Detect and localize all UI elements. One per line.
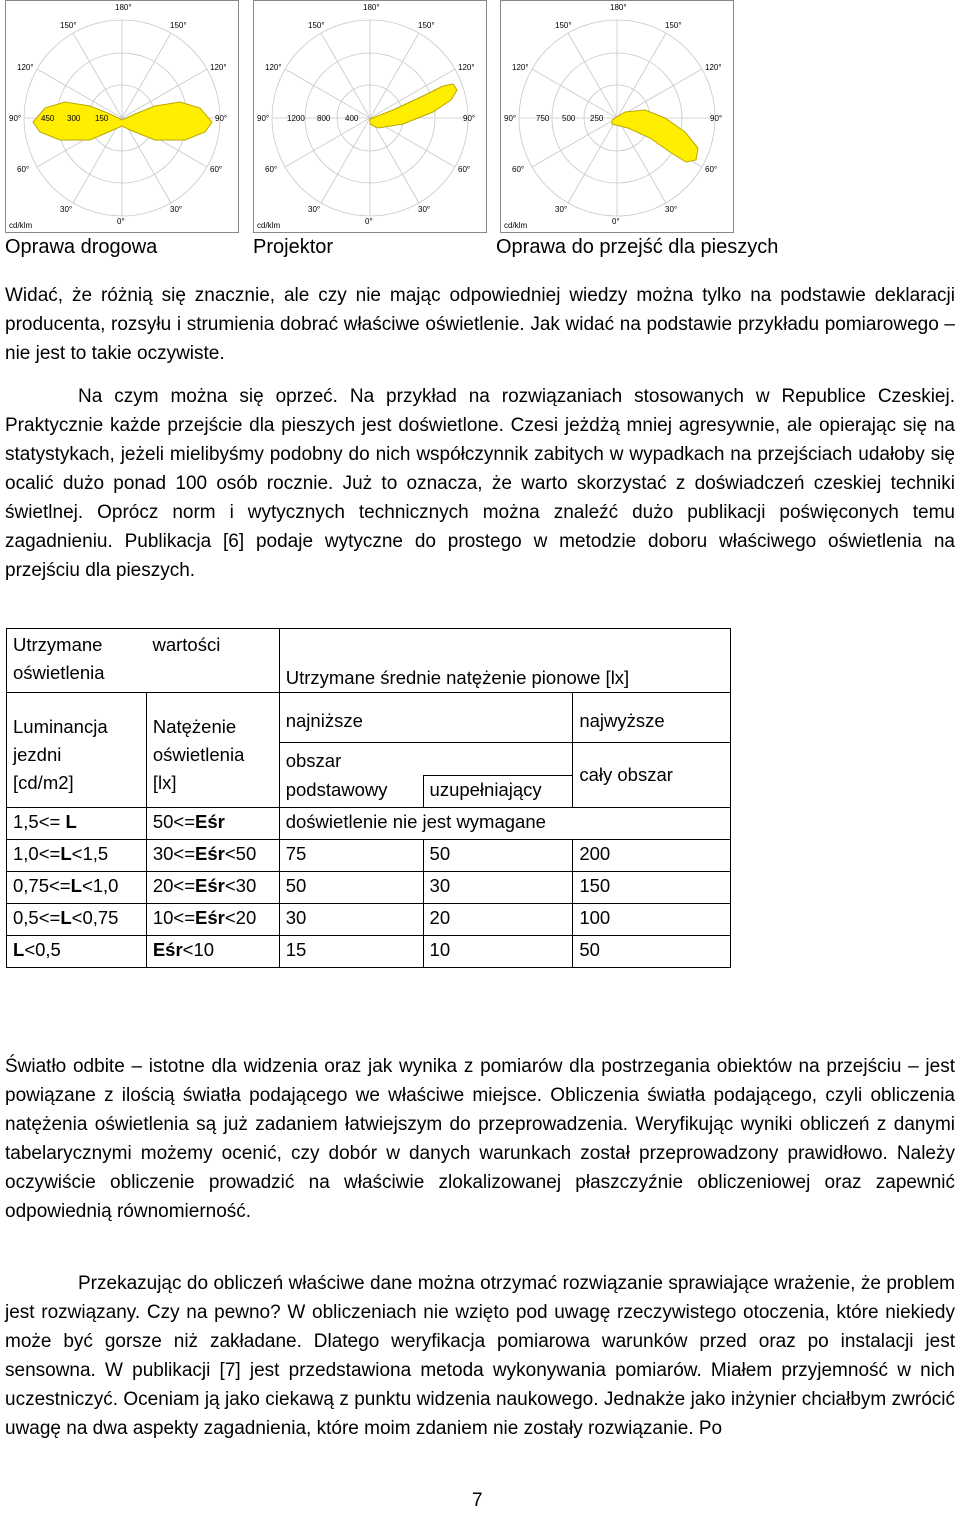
paragraph-4: Przekazując do obliczeń właściwe dane można otrzymać rozwiązanie sprawiające wrażenie, że problem jest rozwiązany. Czy na pewno? W obliczeniach nie wzięto pod uwagę rzeczywistego otoczenia, które niekiedy może być gorsze niż zakładane. Dlatego weryfikacja pomiarowa warunków przed oraz po instalacji jest sensowna. W publikacji [7] jest przedstawiona metoda wykonywania pomiarów. Miałem przyjemność w nich uczestniczyć. Oceniam ją jako ciekawą z punktu widzenia naukowego. Jednakże jako inżynier chciałbym zwrócić uwagę na dwa aspekty zagadnienia, które moim zdaniem nie zostały rozwiązanie. Po [5,1273,955,1439]
svg-text:120°: 120° [705,63,722,72]
svg-text:250: 250 [590,114,604,123]
svg-text:30°: 30° [665,205,678,214]
cell-illuminance: Eśr<10 [146,936,279,968]
table-row [7,840,731,872]
caption-street-luminaire: Oprawa drogowa [5,236,158,258]
cell-supplementary: 10 [423,936,573,968]
paragraph-1: Widać, że różnią się znacznie, ale czy nie mając odpowiedniej wiedzy można tylko na podstawie deklaracji producenta, rozsyłu i strumienia dobrać właściwe oświetlenie. Jak widać na podstawie przykładu pomiarowego – nie jest to takie oczywiste. [5,285,955,364]
polar-diagram-street-luminaire [5,0,239,233]
header-supplementary: uzupełniający [423,776,573,808]
svg-text:800: 800 [317,114,331,123]
svg-text:60°: 60° [210,165,223,174]
svg-text:150: 150 [95,114,109,123]
svg-text:180°: 180° [363,3,380,12]
svg-text:150°: 150° [555,21,572,30]
polar-diagram-crossing-luminaire [500,0,734,233]
cell-whole: 50 [573,936,731,968]
svg-text:cd/klm: cd/klm [257,221,281,230]
header-nat-line1: Natężenie [152,716,237,737]
cell-illuminance: 20<=Eśr<30 [146,872,279,904]
svg-text:90°: 90° [9,114,22,123]
header-luminance [7,693,147,808]
header-lum-line2: jezdni [13,744,62,765]
header-utrzymane: Utrzymane [13,634,103,655]
cell-basic: 15 [279,936,423,968]
svg-text:cd/klm: cd/klm [504,221,528,230]
cell-not-required: doświetlenie nie jest wymagane [279,808,730,840]
header-illuminance [146,693,279,808]
header-nat-line3: [lx] [152,772,177,793]
svg-text:120°: 120° [265,63,282,72]
svg-text:400: 400 [345,114,359,123]
svg-text:30°: 30° [170,205,183,214]
svg-text:0°: 0° [117,217,125,226]
header-nat-line2: oświetlenia [152,744,245,765]
header-maintained-values [7,629,280,693]
cell-supplementary: 50 [423,840,573,872]
cell-whole: 100 [573,904,731,936]
svg-text:30°: 30° [308,205,321,214]
header-srednie: Utrzymane średnie natężenie pionowe [lx] [285,667,630,688]
illuminance-table [6,628,731,968]
cell-basic: 75 [279,840,423,872]
svg-text:60°: 60° [512,165,525,174]
svg-text:450: 450 [41,114,55,123]
cell-illuminance: 30<=Eśr<50 [146,840,279,872]
svg-text:120°: 120° [458,63,475,72]
table-row [7,808,731,840]
caption-crossing-luminaire: Oprawa do przejść dla pieszych [496,236,779,258]
cell-supplementary: 20 [423,904,573,936]
table-row [7,936,731,968]
svg-text:150°: 150° [60,21,77,30]
table-row [7,904,731,936]
caption-projector: Projektor [253,236,334,258]
svg-text:750: 750 [536,114,550,123]
svg-text:60°: 60° [458,165,471,174]
svg-text:90°: 90° [710,114,723,123]
header-wartosci: wartości [152,634,221,655]
svg-text:60°: 60° [17,165,30,174]
svg-text:90°: 90° [463,114,476,123]
cell-luminance: 1,5<= L [7,808,147,840]
paragraph-3: Światło odbite – istotne dla widzenia oraz jak wynika z pomiarów dla postrzegania obiektów na przejściu – jest powiązane z ilością światła podającego we właściwe miejsce. Obliczenia światła podającego, czyli obliczenia natężenia oświetlenia są już zadaniem łatwiejszym do przeprowadzenia. Weryfikując wyniki obliczeń z danymi tabelarycznymi możemy ocenić, czy dobór w danych warunkach został przeprowadzony prawidłowo. Należy oczywiście obliczenie prowadzić na właściwie zlokalizowanej płaszczyźnie obliczeniowej oraz zapewnić odpowiednią równomierność. [5,1056,955,1222]
header-area: obszar [279,743,573,776]
svg-text:150°: 150° [170,21,187,30]
header-lum-line1: Luminancja [13,716,108,737]
svg-text:90°: 90° [504,114,517,123]
cell-illuminance: 50<=Eśr [146,808,279,840]
header-basic: podstawowy [279,776,423,808]
header-oswietlenia: oświetlenia [13,662,105,683]
svg-text:1200: 1200 [287,114,305,123]
svg-text:30°: 30° [418,205,431,214]
svg-text:180°: 180° [115,3,132,12]
svg-text:60°: 60° [265,165,278,174]
svg-text:120°: 120° [210,63,227,72]
svg-text:180°: 180° [610,3,627,12]
table-row [7,872,731,904]
paragraph-2: Na czym można się oprzeć. Na przykład na rozwiązaniach stosowanych w Republice Czeskiej. Praktycznie każde przejście dla pieszych jest doświetlone. Czesi jeżdżą mniej agresywnie, ale opierając się na statystykach, jeżeli mielibyśmy podobny do nich współczynnik zabitych w wypadkach na przejściach udałoby się ocalić dużo ponad 100 osób rocznie. Już to oznacza, że warto skorzystać z doświadczeń czeskiej techniki świetlnej. Oprócz norm i wytycznych technicznych można znaleźć dużo publikacji poświęconych temu zagadnieniu. Publikacja [6] podaje wytyczne do prostego w metodzie doboru właściwego oświetlenia na przejściu dla pieszych. [5,386,955,581]
header-whole-area: cały obszar [573,743,731,808]
cell-supplementary: 30 [423,872,573,904]
svg-text:cd/klm: cd/klm [9,221,33,230]
svg-text:0°: 0° [612,217,620,226]
svg-text:150°: 150° [308,21,325,30]
cell-luminance: L<0,5 [7,936,147,968]
svg-text:30°: 30° [60,205,73,214]
svg-text:500: 500 [562,114,576,123]
svg-text:90°: 90° [215,114,228,123]
svg-text:120°: 120° [512,63,529,72]
svg-text:0°: 0° [365,217,373,226]
svg-text:120°: 120° [17,63,34,72]
svg-text:150°: 150° [418,21,435,30]
cell-luminance: 1,0<=L<1,5 [7,840,147,872]
cell-illuminance: 10<=Eśr<20 [146,904,279,936]
polar-diagram-projector [253,0,487,233]
cell-basic: 50 [279,872,423,904]
svg-text:300: 300 [67,114,81,123]
header-vertical-illuminance [279,629,730,693]
cell-whole: 150 [573,872,731,904]
svg-text:150°: 150° [665,21,682,30]
svg-text:30°: 30° [555,205,568,214]
cell-luminance: 0,75<=L<1,0 [7,872,147,904]
cell-whole: 200 [573,840,731,872]
svg-text:60°: 60° [705,165,718,174]
page-number: 7 [472,1490,483,1511]
header-lowest: najniższe [279,693,573,743]
header-highest: najwyższe [573,693,731,743]
svg-text:90°: 90° [257,114,270,123]
cell-basic: 30 [279,904,423,936]
header-lum-line3: [cd/m2] [13,772,74,793]
cell-luminance: 0,5<=L<0,75 [7,904,147,936]
